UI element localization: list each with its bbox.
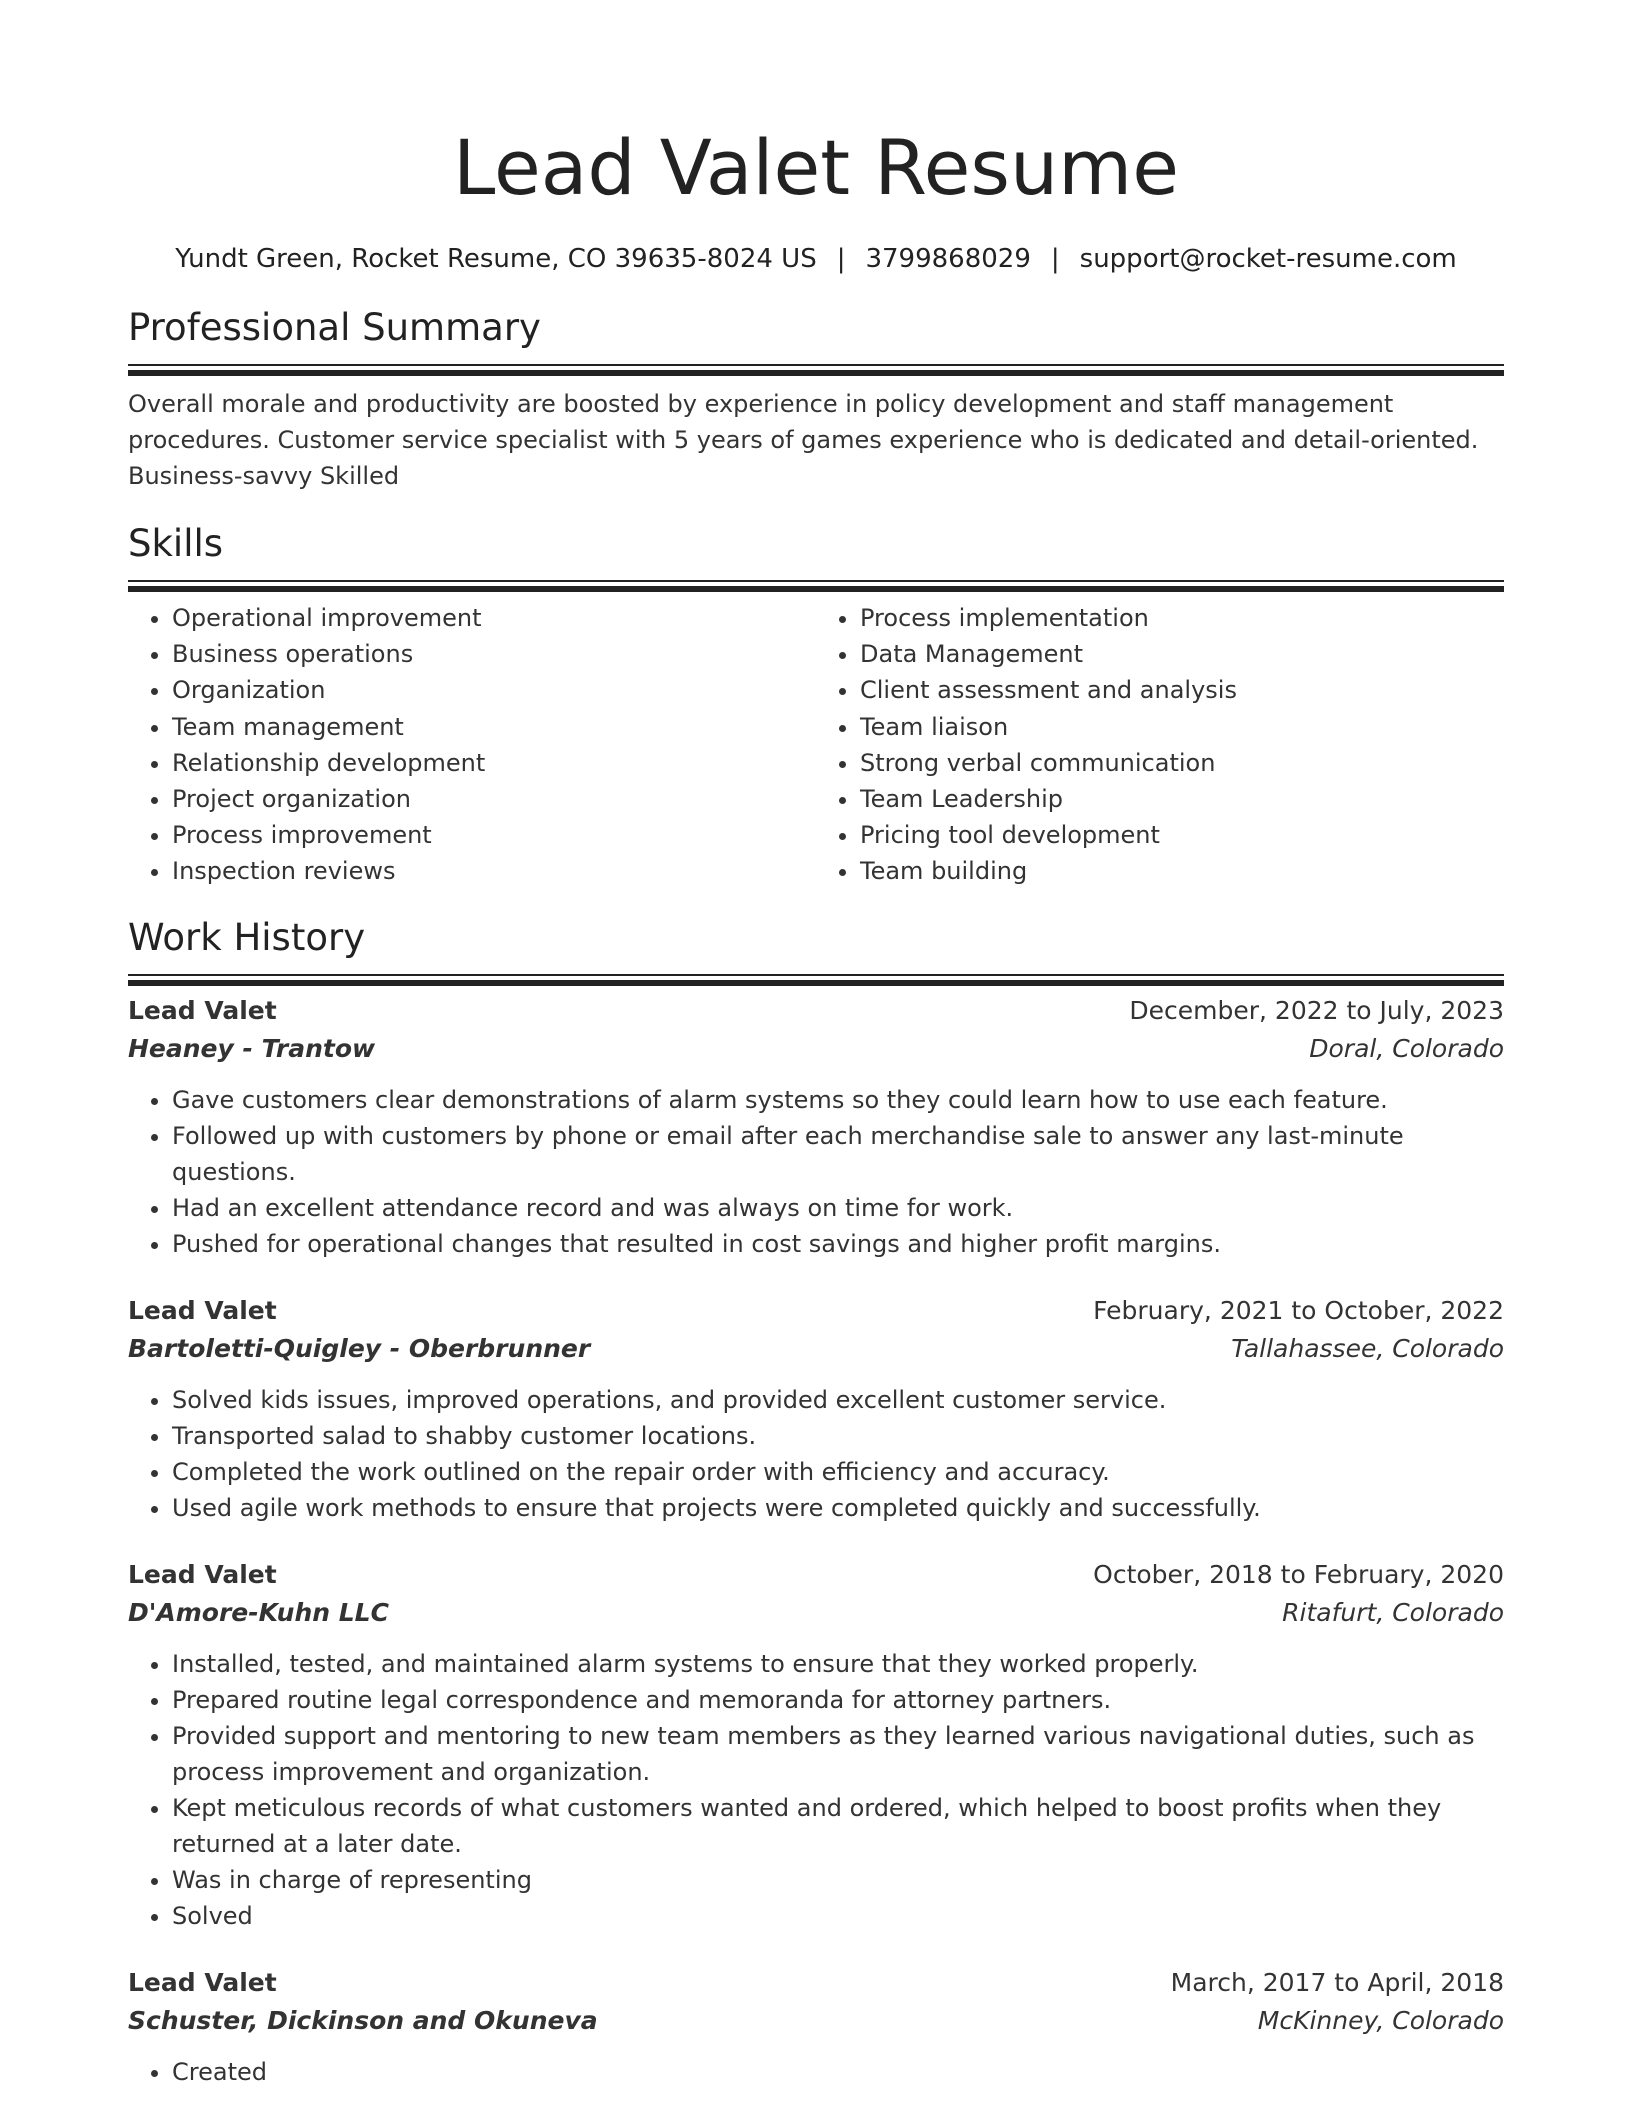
job-bullet: • Created <box>172 2054 1504 2090</box>
job-bullets <box>128 1082 1504 1262</box>
skill-item: • Operational improvement <box>172 600 816 636</box>
job-bullet: • Completed the work outlined on the repair order with efficiency and accuracy. <box>172 1454 1504 1490</box>
skill-item: • Team Leadership <box>860 781 1504 817</box>
skill-item: • Strong verbal communication <box>860 745 1504 781</box>
summary-text: Overall morale and productivity are boosted by experience in policy development and staff management procedures. Customer service specialist with 5 years of games experience who is dedicated and detail-oriented. Business-savvy Skilled <box>128 390 1479 490</box>
job-bullet: • Installed, tested, and maintained alarm systems to ensure that they worked properly. <box>172 1646 1504 1682</box>
skill-item: • Team building <box>860 853 1504 889</box>
job-entry <box>128 1964 1504 2090</box>
job-title: Lead Valet <box>128 1967 277 1997</box>
job-company: Bartoletti-Quigley - Oberbrunner <box>128 1333 591 1363</box>
job-bullet: • Solved <box>172 1898 1504 1934</box>
job-bullet: • Had an excellent attendance record and was always on time for work. <box>172 1190 1504 1226</box>
job-header-row <box>128 992 1504 1030</box>
skills-section <box>128 520 1504 890</box>
summary-section <box>128 304 1504 494</box>
job-title: Lead Valet <box>128 995 277 1025</box>
contact-separator: | <box>836 244 846 274</box>
summary-heading: Professional Summary <box>128 306 541 349</box>
skills-heading: Skills <box>128 522 224 565</box>
skills-list-right <box>816 600 1504 890</box>
job-title: Lead Valet <box>128 1295 277 1325</box>
contact-email: support@rocket-resume.com <box>1079 244 1457 274</box>
job-subheader-row <box>128 2002 1504 2040</box>
skill-item: • Organization <box>172 672 816 708</box>
work-history-section <box>128 914 1504 2090</box>
job-bullet: • Was in charge of representing <box>172 1862 1504 1898</box>
contact-address: Yundt Green, Rocket Resume, CO 39635-8024 US <box>175 244 817 274</box>
skill-item: • Team liaison <box>860 709 1504 745</box>
job-location: Tallahassee, Colorado <box>1231 1333 1504 1363</box>
job-bullet: • Kept meticulous records of what customers wanted and ordered, which helped to boost profits when they returned at a later date. <box>172 1790 1504 1862</box>
job-subheader-row <box>128 1594 1504 1632</box>
job-location: McKinney, Colorado <box>1257 2005 1504 2035</box>
job-header-row <box>128 1964 1504 2002</box>
job-header-row <box>128 1556 1504 1594</box>
job-dates: March, 2017 to April, 2018 <box>1170 1967 1504 1997</box>
skill-item: • Inspection reviews <box>172 853 816 889</box>
contact-phone: 3799868029 <box>865 244 1031 274</box>
job-entry <box>128 1292 1504 1526</box>
section-divider <box>128 364 1504 378</box>
contact-line <box>128 242 1504 276</box>
job-bullets <box>128 1382 1504 1526</box>
resume-page <box>128 0 1504 2090</box>
section-divider <box>128 580 1504 594</box>
skills-list-left <box>128 600 816 890</box>
job-bullets <box>128 2054 1504 2090</box>
job-title: Lead Valet <box>128 1559 277 1589</box>
job-bullet: • Pushed for operational changes that resulted in cost savings and higher profit margins. <box>172 1226 1504 1262</box>
skill-item: • Pricing tool development <box>860 817 1504 853</box>
job-bullet: • Transported salad to shabby customer locations. <box>172 1418 1504 1454</box>
job-company: Heaney - Trantow <box>128 1033 376 1063</box>
skill-item: • Data Management <box>860 636 1504 672</box>
job-bullet: • Provided support and mentoring to new team members as they learned various navigational duties, such as process improvement and organization. <box>172 1718 1504 1790</box>
contact-separator: | <box>1050 244 1060 274</box>
skill-item: • Process improvement <box>172 817 816 853</box>
job-entry <box>128 992 1504 1262</box>
skill-item: • Team management <box>172 709 816 745</box>
job-bullet: • Gave customers clear demonstrations of alarm systems so they could learn how to use each feature. <box>172 1082 1504 1118</box>
job-bullet: • Followed up with customers by phone or email after each merchandise sale to answer any last-minute questions. <box>172 1118 1504 1190</box>
job-location: Ritafurt, Colorado <box>1282 1597 1504 1627</box>
job-subheader-row <box>128 1330 1504 1368</box>
job-dates: December, 2022 to July, 2023 <box>1129 995 1504 1025</box>
skill-item: • Client assessment and analysis <box>860 672 1504 708</box>
job-entry <box>128 1556 1504 1934</box>
work-history-heading: Work History <box>128 915 366 959</box>
job-bullet: • Prepared routine legal correspondence and memoranda for attorney partners. <box>172 1682 1504 1718</box>
skill-item: • Project organization <box>172 781 816 817</box>
resume-title: Lead Valet Resume <box>453 123 1179 212</box>
job-dates: February, 2021 to October, 2022 <box>1093 1295 1504 1325</box>
job-company: D'Amore-Kuhn LLC <box>128 1597 389 1627</box>
skill-item: • Business operations <box>172 636 816 672</box>
job-bullets <box>128 1646 1504 1934</box>
skills-columns <box>128 600 1504 890</box>
job-dates: October, 2018 to February, 2020 <box>1093 1559 1504 1589</box>
job-header-row <box>128 1292 1504 1330</box>
job-bullet: • Solved kids issues, improved operations, and provided excellent customer service. <box>172 1382 1504 1418</box>
job-company: Schuster, Dickinson and Okuneva <box>128 2005 598 2035</box>
job-subheader-row <box>128 1030 1504 1068</box>
skill-item: • Process implementation <box>860 600 1504 636</box>
job-location: Doral, Colorado <box>1309 1033 1504 1063</box>
skill-item: • Relationship development <box>172 745 816 781</box>
section-divider <box>128 974 1504 988</box>
job-bullet: • Used agile work methods to ensure that projects were completed quickly and successfully. <box>172 1490 1504 1526</box>
